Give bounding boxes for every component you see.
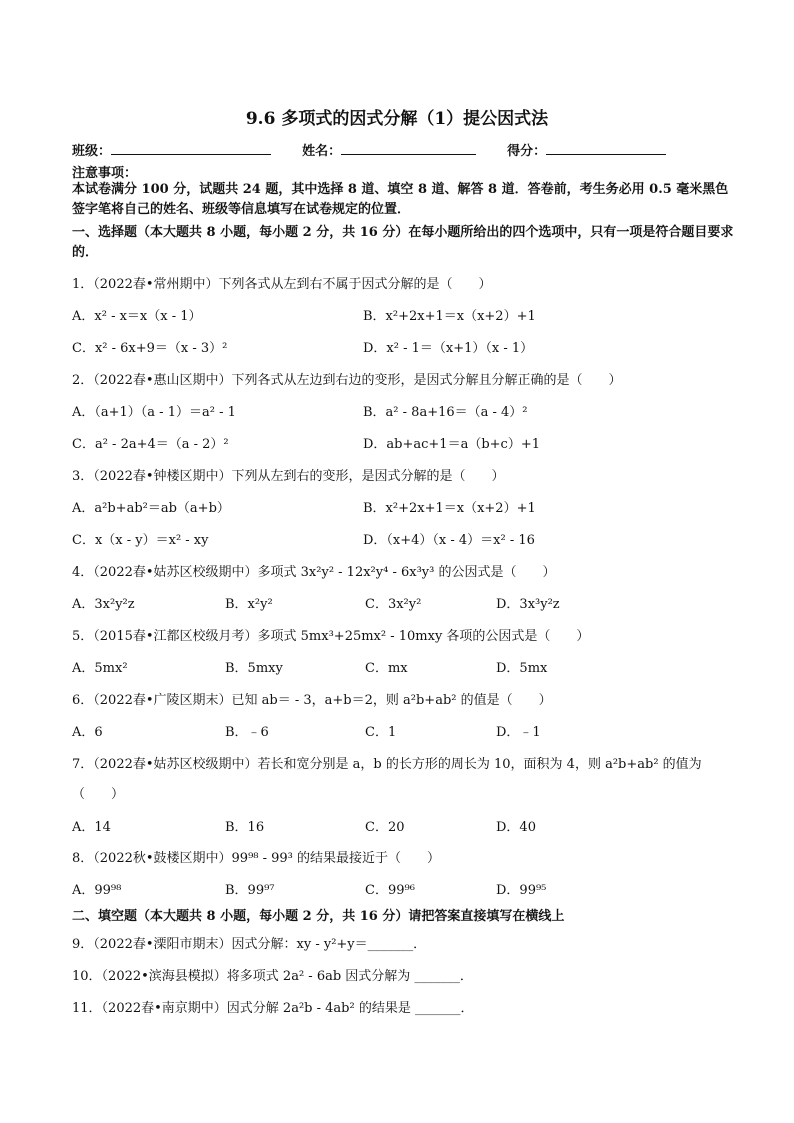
- q7-option-d[interactable]: D．40: [496, 820, 536, 835]
- q6-option-c[interactable]: C．1: [365, 725, 397, 740]
- q5-option-c[interactable]: C．mx: [365, 661, 408, 676]
- question-2-stem: 2．（2022春•惠山区期中）下列各式从左边到右边的变形，是因式分解且分解正确的是（ ）: [72, 373, 622, 388]
- class-label: 班级：: [72, 144, 112, 159]
- class-blank[interactable]: [111, 142, 271, 155]
- question-7-stem: 7．（2022春•姑苏区校级期中）若长和宽分别是 a，b 的长方形的周长为 10，面积为 4，则 a²b+ab² 的值为: [72, 757, 702, 772]
- q5-option-d[interactable]: D．5mx: [496, 661, 548, 676]
- q8-option-b[interactable]: B．99⁹⁷: [225, 883, 275, 898]
- question-10[interactable]: 10．（2022•滨海县模拟）将多项式 2a² - 6ab 因式分解为 _______．: [72, 969, 473, 984]
- section-one-heading: 一、选择题（本大题共 8 小题，每小题 2 分，共 16 分）在每小题所给出的四个选项中，只有一项是符合题目要求的．: [72, 225, 734, 260]
- q2-option-c[interactable]: C．a² - 2a+4＝（a - 2）²: [72, 437, 229, 452]
- q1-option-c[interactable]: C．x² - 6x+9＝（x - 3）²: [72, 341, 228, 356]
- question-8-stem: 8．（2022秋•鼓楼区期中）99⁹⁸ - 99³ 的结果最接近于（ ）: [72, 851, 441, 866]
- q5-option-a[interactable]: A．5mx²: [72, 661, 128, 676]
- q4-option-a[interactable]: A．3x²y²z: [72, 597, 135, 612]
- q3-option-a[interactable]: A．a²b+ab²＝ab（a+b）: [72, 501, 230, 516]
- q7-option-b[interactable]: B．16: [225, 820, 265, 835]
- question-1-stem: 1．（2022春•常州期中）下列各式从左到右不属于因式分解的是（ ）: [72, 277, 492, 292]
- q7-option-a[interactable]: A．14: [72, 820, 111, 835]
- question-9[interactable]: 9．（2022春•溧阳市期末）因式分解：xy - y²+y＝_______．: [72, 937, 427, 952]
- q6-option-a[interactable]: A．6: [72, 725, 103, 740]
- q8-option-c[interactable]: C．99⁹⁶: [365, 883, 415, 898]
- student-info-row: [72, 140, 666, 159]
- name-blank[interactable]: [341, 142, 476, 155]
- q7-option-c[interactable]: C．20: [365, 820, 405, 835]
- q1-option-b[interactable]: B．x²+2x+1＝x（x+2）+1: [363, 309, 536, 324]
- q6-option-b[interactable]: B．﹣6: [225, 725, 269, 740]
- name-label: 姓名：: [302, 144, 342, 159]
- question-5-stem: 5．（2015春•江都区校级月考）多项式 5mx³+25mx² - 10mxy 各项的公因式是（ ）: [72, 629, 590, 644]
- notice-heading: 注意事项：: [72, 166, 138, 181]
- q1-option-d[interactable]: D．x² - 1＝（x+1）（x - 1）: [363, 341, 534, 356]
- question-11[interactable]: 11．（2022春•南京期中）因式分解 2a²b - 4ab² 的结果是 _______．: [72, 1001, 474, 1016]
- q2-option-d[interactable]: D．ab+ac+1＝a（b+c）+1: [363, 437, 540, 452]
- question-6-stem: 6．（2022春•广陵区期末）已知 ab＝ - 3，a+b＝2，则 a²b+ab² 的值是（ ）: [72, 693, 552, 708]
- q5-option-b[interactable]: B．5mxy: [225, 661, 283, 676]
- question-7-stem-cont: （ ）: [72, 787, 125, 802]
- q3-option-b[interactable]: B．x²+2x+1＝x（x+2）+1: [363, 501, 536, 516]
- q8-option-a[interactable]: A．99⁹⁸: [72, 883, 122, 898]
- q6-option-d[interactable]: D．﹣1: [496, 725, 541, 740]
- q1-option-a[interactable]: A．x² - x＝x（x - 1）: [72, 309, 202, 324]
- question-3-stem: 3．（2022春•钟楼区期中）下列从左到右的变形，是因式分解的是（ ）: [72, 469, 505, 484]
- q2-option-b[interactable]: B．a² - 8a+16＝（a - 4）²: [363, 405, 528, 420]
- q4-option-d[interactable]: D．3x³y²z: [496, 597, 560, 612]
- q3-option-d[interactable]: D．（x+4）（x - 4）＝x² - 16: [363, 533, 535, 548]
- score-blank[interactable]: [546, 142, 666, 155]
- q8-option-d[interactable]: D．99⁹⁵: [496, 883, 547, 898]
- question-4-stem: 4．（2022春•姑苏区校级期中）多项式 3x²y² - 12x²y⁴ - 6x³y³ 的公因式是（ ）: [72, 565, 556, 580]
- q4-option-c[interactable]: C．3x²y²: [365, 597, 422, 612]
- score-label: 得分：: [507, 144, 547, 159]
- q2-option-a[interactable]: A．（a+1）（a - 1）＝a² - 1: [72, 405, 236, 420]
- q3-option-c[interactable]: C．x（x - y）＝x² - xy: [72, 533, 209, 548]
- q4-option-b[interactable]: B．x²y²: [225, 597, 273, 612]
- section-two-heading: 二、填空题（本大题共 8 小题，每小题 2 分，共 16 分）请把答案直接填写在横线上: [72, 909, 565, 924]
- page-title: 9.6 多项式的因式分解（1）提公因式法: [245, 109, 549, 129]
- notice-body: 本试卷满分 100 分，试题共 24 题，其中选择 8 道、填空 8 道、解答 8 道．答卷前，考生务必用 0.5 毫米黑色签字笔将自己的姓名、班级等信息填写在试卷规定的位置．: [72, 182, 729, 217]
